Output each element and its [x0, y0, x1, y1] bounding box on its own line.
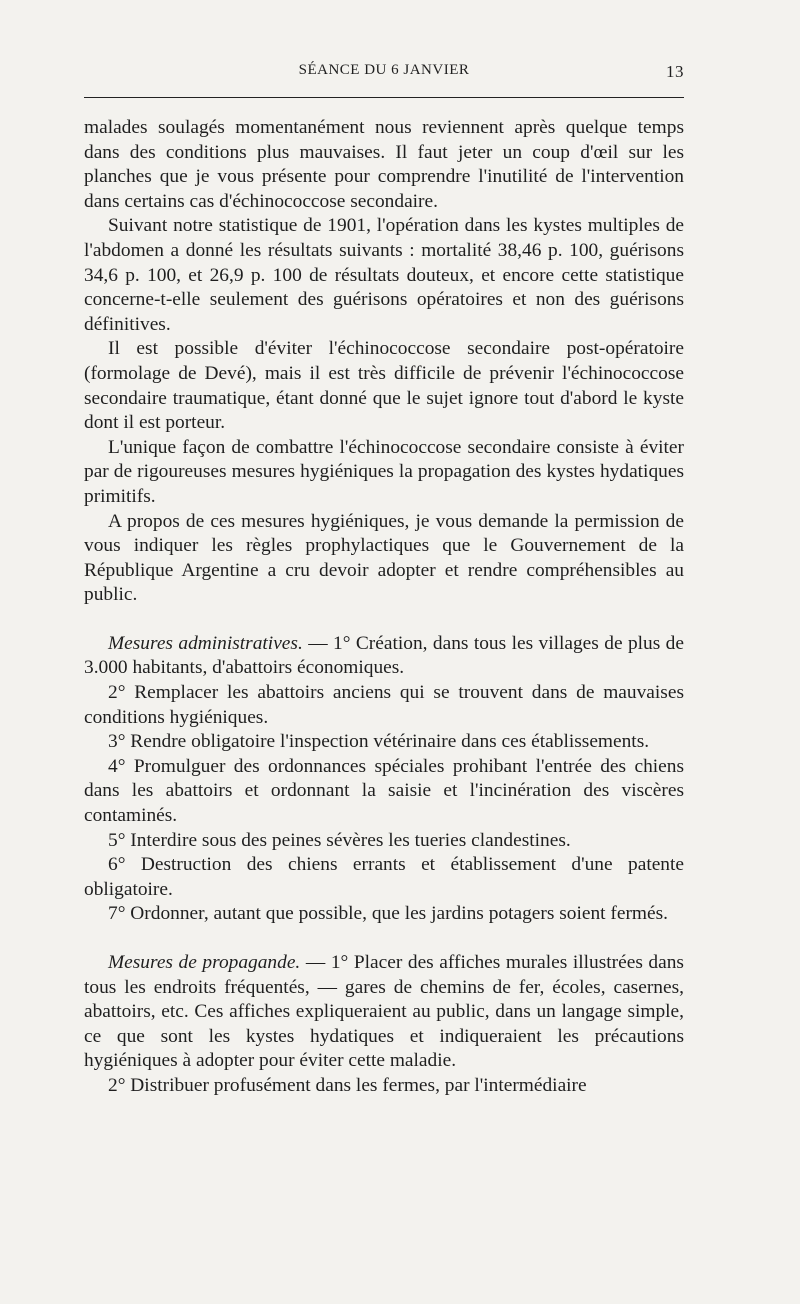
admin-item-3: 3° Rendre obligatoire l'inspection vétérinaire dans ces établissements.	[108, 731, 650, 753]
paragraph-continued: malades soulagés momentanément nous reviennent après quelque temps dans des conditions plus mauvaises. Il faut jeter un coup d'œil sur les planches que je vous présente pour comprendre l'inutilité de l'intervention dans certains cas d'échinococcose secondaire.	[84, 117, 684, 212]
propaganda-item-2: 2° Distribuer profusément dans les fermes, par l'intermédiaire	[108, 1074, 587, 1096]
admin-item-5: 5° Interdire sous des peines sévères les tueries clandestines.	[108, 829, 571, 851]
book-page	[84, 0, 684, 1304]
paragraph-measures-intro: A propos de ces mesures hygiéniques, je vous demande la permission de vous indiquer les règles prophylactiques que le Gouvernement de la République Argentine a cru devoir adopter et rendre compréhensibles au public.	[84, 510, 684, 606]
admin-item-7: 7° Ordonner, autant que possible, que les jardins potagers soient fermés.	[108, 903, 669, 925]
admin-item-1	[84, 632, 684, 681]
admin-item-2: 2° Remplacer les abattoirs anciens qui se trouvent dans de mauvaises conditions hygiéniques.	[84, 682, 684, 728]
admin-item-4: 4° Promulguer des ordonnances spéciales prohibant l'entrée des chiens dans les abattoirs et ordonnant la saisie et l'incinération des viscères contaminés.	[84, 755, 684, 827]
propaganda-item-1	[84, 951, 684, 1074]
paragraph-prevention: Il est possible d'éviter l'échinococcose secondaire post-opératoire (formolage de Devé), mais il est très difficile de prévenir l'échinococcose secondaire traumatique, étant donné que le sujet ignore tout d'abord le kyste dont il est porteur.	[84, 338, 684, 434]
admin-item-1-text: — 1° Création, dans tous les villages de plus de 3.000 habitants, d'abattoirs économiques.	[84, 632, 684, 679]
admin-item-6: 6° Destruction des chiens errants et établissement d'une patente obligatoire.	[84, 854, 684, 900]
paragraph-statistics: Suivant notre statistique de 1901, l'opération dans les kystes multiples de l'abdomen a donné les résultats suivants : mortalité 38,46 p. 100, guérisons 34,6 p. 100, et 26,9 p. 100 de résultats douteux, et encore cette statistique concerne-t-elle seulement des guérisons opératoires et non des guérisons définitives.	[84, 215, 684, 335]
admin-heading: Mesures administratives.	[108, 632, 303, 654]
running-header	[84, 62, 684, 86]
header-rule	[84, 97, 684, 98]
page-body	[84, 116, 684, 1099]
propaganda-item-1-text: — 1° Placer des affiches murales illustrées dans tous les endroits fréquentés, — gares de chemins de fer, écoles, casernes, abattoirs, etc. Ces affiches expliqueraient au public, dans un langage simple, ce que sont les kystes hydatiques et indiqueraient les précautions hygiéniques à adopter pour éviter cette maladie.	[84, 952, 684, 1072]
section-gap	[84, 927, 684, 951]
paragraph-combat: L'unique façon de combattre l'échinococcose secondaire consiste à éviter par de rigoureuses mesures hygiéniques la propagation des kystes hydatiques primitifs.	[84, 436, 684, 507]
section-gap	[84, 608, 684, 632]
propaganda-heading: Mesures de propagande.	[108, 952, 301, 973]
running-title: SÉANCE DU 6 JANVIER	[298, 62, 470, 78]
page-number: 13	[666, 62, 684, 81]
